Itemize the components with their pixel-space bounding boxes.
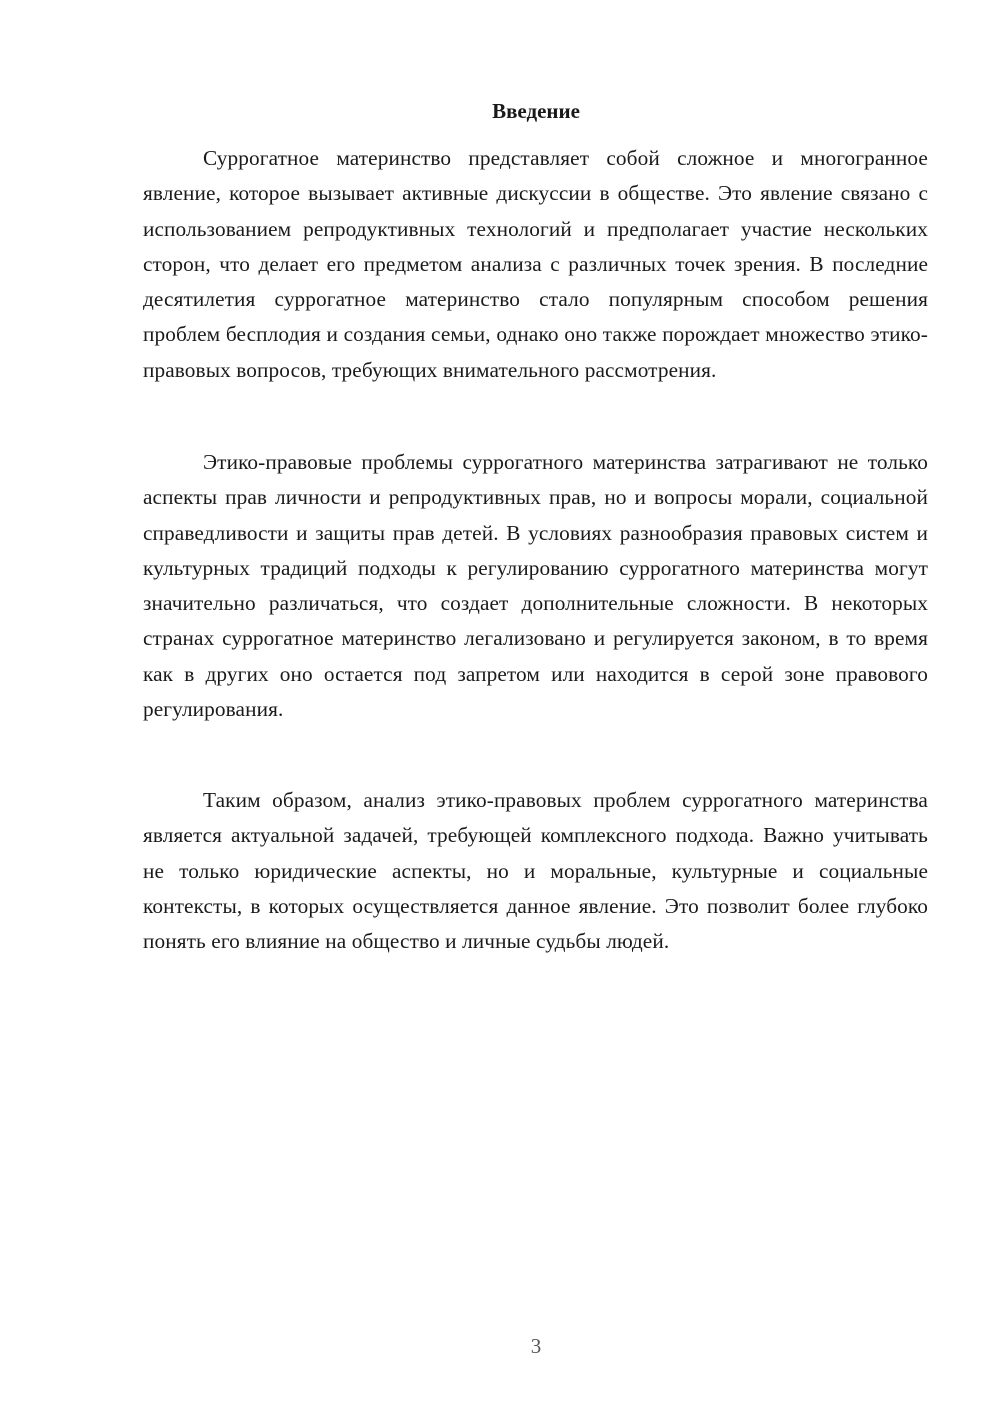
section-heading: Введение [492,99,580,123]
page-number: 3 [530,1334,542,1358]
paragraph-3: Таким образом, анализ этико-правовых проблем суррогатного материнства является актуальной задачей, требующей комплексного подхода. Важно учитывать не только юридические аспекты, но и моральные, культурные и социальные контексты, в которых осуществляется данное явление. Это позволит более глубоко понять его влияние на общество и личные судьбы людей. [143,788,928,954]
paragraph-2: Этико-правовые проблемы суррогатного материнства затрагивают не только аспекты прав личности и репродуктивных прав, но и вопросы морали, социальной справедливости и защиты прав детей. В условиях разнообразия правовых систем и культурных традиций подходы к регулированию суррогатного материнства могут значительно различаться, что создает дополнительные сложности. В некоторых странах суррогатное материнство легализовано и регулируется законом, в то время как в других оно остается под запретом или находится в серой зоне правового регулирования. [143,450,928,722]
paragraph-1: Суррогатное материнство представляет собой сложное и многогранное явление, которое вызывает активные дискуссии в обществе. Это явление связано с использованием репродуктивных технологий и предполагает участие нескольких сторон, что делает его предметом анализа с различных точек зрения. В последние десятилетия суррогатное материнство стало популярным способом решения проблем бесплодия и создания семьи, однако оно также порождает множество этико-правовых вопросов, требующих внимательного рассмотрения. [143,146,928,382]
